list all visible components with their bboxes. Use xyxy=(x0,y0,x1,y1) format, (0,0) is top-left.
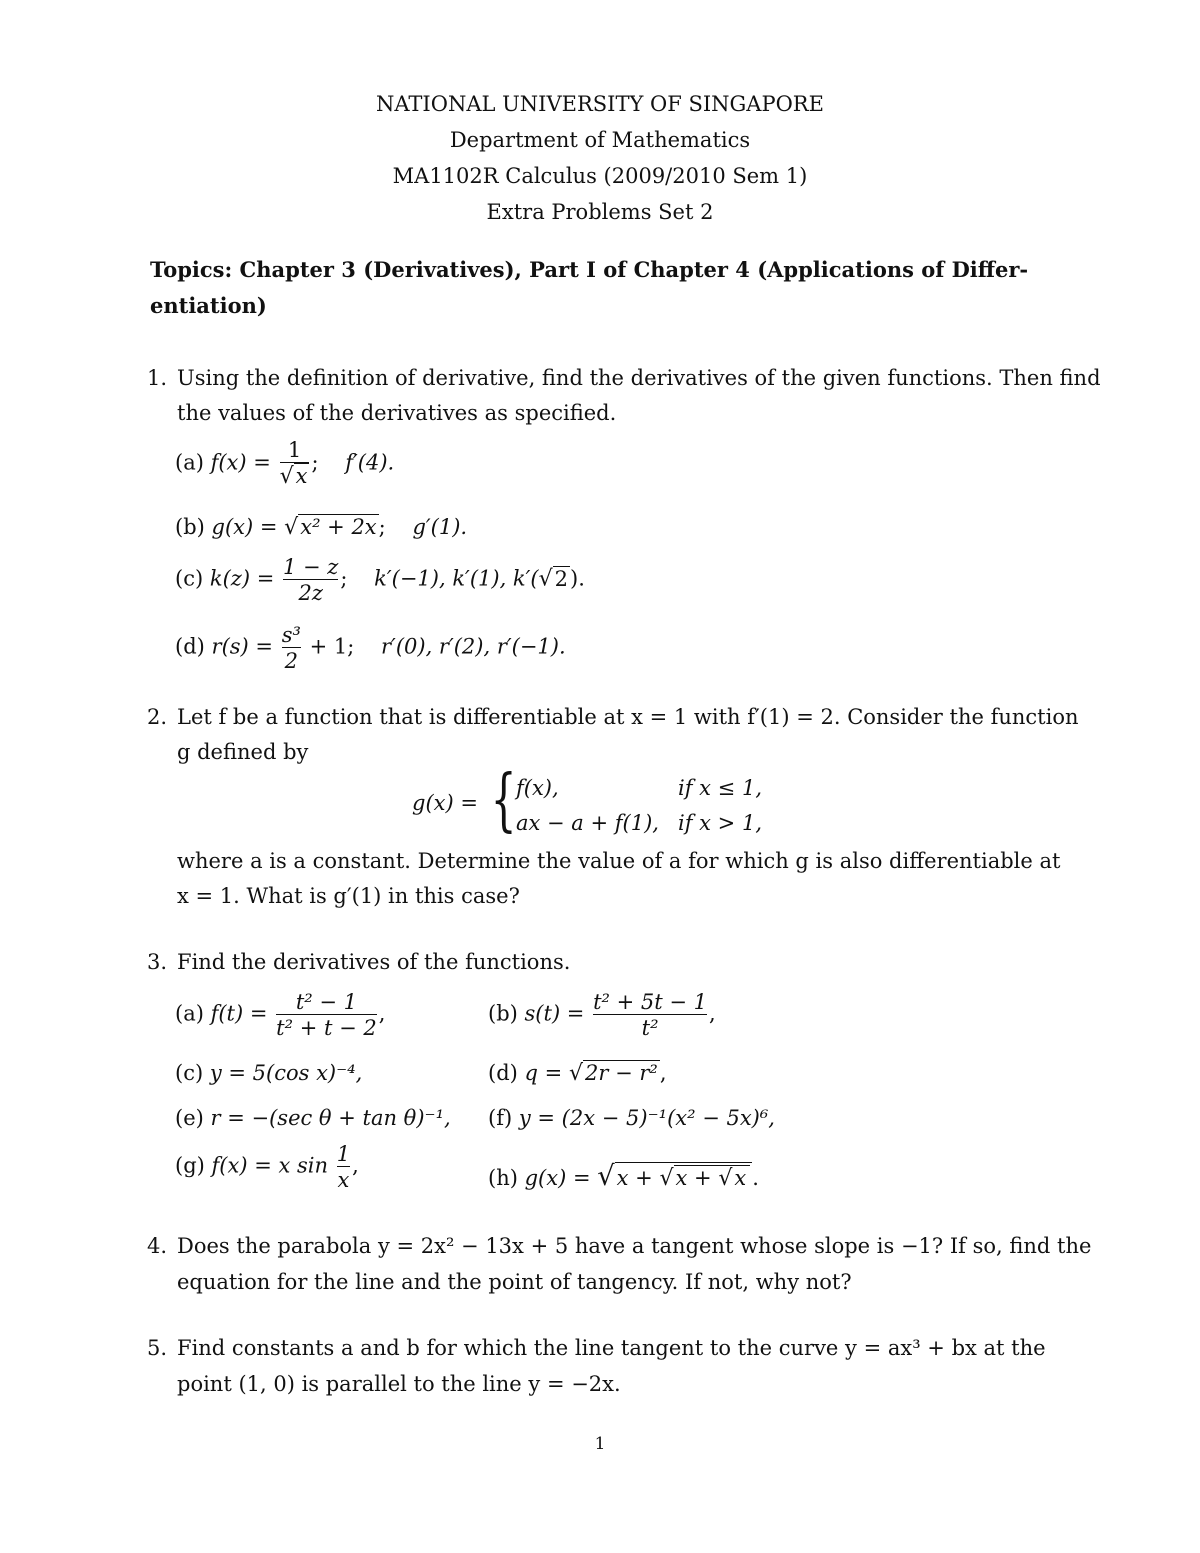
q1c-item: (c) k(z) = $\frac{1 - z}{2z}$ ; k′(−1), k′(1), k′(√2). xyxy=(175,555,585,606)
q3a-item xyxy=(175,990,385,1040)
q1a-lhs: f(x) = xyxy=(210,450,271,475)
q1a-denominator: √x xyxy=(279,464,308,490)
q1a-fraction xyxy=(280,438,310,489)
q1d-numerator: s³ xyxy=(281,623,301,647)
q3d-radicand: 2r − r² xyxy=(585,1061,658,1085)
q1a-label: (a) xyxy=(175,450,204,475)
q1c-lhs: k(z) = xyxy=(209,566,275,591)
q3b-denominator: t² xyxy=(593,1014,707,1040)
q3e-expression: r = −(sec θ + tan θ)⁻¹, xyxy=(210,1106,451,1130)
course-title: MA1102R Calculus (2009/2010 Sem 1) xyxy=(392,164,808,188)
page-number: 1 xyxy=(594,1434,606,1454)
q1c-fraction xyxy=(283,555,338,605)
q3h-label: (h) xyxy=(488,1166,518,1190)
q3b-tail: , xyxy=(709,1001,716,1026)
q1b-item: (b) g(x) = √x² + 2x; g′(1). xyxy=(175,515,468,540)
department-name: Department of Mathematics xyxy=(449,128,751,152)
q1c-denominator: 2z xyxy=(283,579,338,605)
q3g-lhs: f(x) = x sin xyxy=(211,1153,329,1178)
q1-line-1: Using the definition of derivative, find the derivatives of the given functions. Then find xyxy=(177,366,1101,390)
q1c-tail: ; xyxy=(340,566,348,591)
university-title: NATIONAL UNIVERSITY OF SINGAPORE xyxy=(376,92,824,116)
q1a-radicand: x xyxy=(295,464,308,489)
q1d-item xyxy=(175,623,566,673)
q4-number: 4. xyxy=(147,1234,168,1258)
q1a-tail: ; xyxy=(311,450,319,475)
q1d-tail: + 1; xyxy=(309,634,355,659)
q1c-eval-end: ). xyxy=(570,566,585,591)
q3g-denominator: x xyxy=(337,1168,350,1193)
q3h-radicand-middle: x + xyxy=(675,1166,712,1190)
q3h-item: (h) g(x) = √x + √x + √x . xyxy=(488,1161,759,1192)
q3d-label: (d) xyxy=(488,1061,518,1085)
q3-number: 3. xyxy=(147,950,168,974)
q1-number: 1. xyxy=(147,366,168,390)
q3a-tail: , xyxy=(378,1001,386,1026)
q4-line-2: equation for the line and the point of tangency. If not, why not? xyxy=(177,1270,852,1294)
q1d-lhs: r(s) = xyxy=(211,634,274,659)
q1d-fraction xyxy=(282,623,301,673)
q1c-eval-radicand: 2 xyxy=(554,566,569,591)
q1a-eval: f′(4). xyxy=(345,450,395,475)
q3d-tail: , xyxy=(659,1061,667,1085)
q3b-label: (b) xyxy=(488,1001,518,1026)
q3h-tail: . xyxy=(752,1166,759,1190)
q3a-numerator: t² − 1 xyxy=(295,990,358,1014)
q1b-eval: g′(1). xyxy=(412,515,468,539)
q3g-numerator: 1 xyxy=(336,1142,351,1166)
q2-number: 2. xyxy=(147,705,168,729)
q1b-label: (b) xyxy=(175,515,205,539)
q2-brace: { xyxy=(490,761,517,840)
q1a-item xyxy=(175,438,394,489)
q3c-expression: y = 5(cos x)⁻⁴, xyxy=(209,1061,363,1085)
q2-line-3: where a is a constant. Determine the value of a for which g is also differentiable at xyxy=(177,849,1061,873)
q5-line-2: point (1, 0) is parallel to the line y = −2x. xyxy=(177,1372,621,1396)
q1a-numerator: 1 xyxy=(287,438,302,462)
q3b-lhs: s(t) = xyxy=(524,1001,585,1026)
q2-condition-1: if x ≤ 1, xyxy=(678,776,762,800)
q2-line-1: Let f be a function that is differentiable at x = 1 with f′(1) = 2. Consider the function xyxy=(177,705,1079,729)
q2-line-2: g defined by xyxy=(177,740,309,764)
q3g-item xyxy=(175,1142,359,1192)
q3f-label: (f) xyxy=(488,1106,513,1130)
q3d-item: (d) q = √2r − r², xyxy=(488,1061,667,1086)
q3g-label: (g) xyxy=(175,1153,205,1178)
q1d-eval: r′(0), r′(2), r′(−1). xyxy=(381,634,566,659)
q3f-item xyxy=(488,1106,775,1130)
q1b-radicand: x² + 2x xyxy=(300,515,377,539)
q3e-item xyxy=(175,1106,451,1130)
q3g-fraction xyxy=(337,1142,350,1192)
q3a-lhs: f(t) = xyxy=(210,1001,268,1026)
q1d-label: (d) xyxy=(175,634,205,659)
q3a-denominator: t² + t − 2 xyxy=(276,1016,377,1041)
q2-line-4: x = 1. What is g′(1) in this case? xyxy=(177,884,520,908)
q2-case-2: ax − a + f(1), xyxy=(516,811,659,835)
q3g-tail: , xyxy=(352,1153,359,1178)
q3b-numerator: t² + 5t − 1 xyxy=(593,990,708,1014)
q3d-lhs: q = xyxy=(524,1061,563,1085)
q4-line-1: Does the parabola y = 2x² − 13x + 5 have a tangent whose slope is −1? If so, find the xyxy=(177,1234,1092,1258)
topics-line-1: Topics: Chapter 3 (Derivatives), Part I of Chapter 4 (Applications of Differ- xyxy=(150,257,1029,282)
q1d-denominator: 2 xyxy=(282,647,301,673)
q3b-item xyxy=(488,990,716,1040)
q1c-label: (c) xyxy=(175,566,204,591)
q3a-fraction xyxy=(276,990,377,1040)
q3c-label: (c) xyxy=(175,1061,204,1085)
q5-number: 5. xyxy=(147,1336,168,1360)
q5-line-1: Find constants a and b for which the line tangent to the curve y = ax³ + bx at the xyxy=(177,1336,1046,1360)
q1c-numerator: 1 − z xyxy=(282,555,339,579)
topics-line-2: entiation) xyxy=(150,293,267,318)
q1b-lhs: g(x) = xyxy=(211,515,278,539)
q1b-tail: ; xyxy=(378,515,386,539)
q3h-radicand-outer: x + xyxy=(616,1166,653,1190)
q2-piecewise-lhs: g(x) = xyxy=(412,791,478,815)
q3c-item xyxy=(175,1061,362,1085)
q3f-expression: y = (2x − 5)⁻¹(x² − 5x)⁶, xyxy=(518,1106,775,1130)
q3h-lhs: g(x) = xyxy=(524,1166,591,1190)
q3a-label: (a) xyxy=(175,1001,204,1026)
problem-set-title: Extra Problems Set 2 xyxy=(486,200,714,224)
q3-intro: Find the derivatives of the functions. xyxy=(177,950,571,974)
q2-condition-2: if x > 1, xyxy=(678,811,762,835)
q1c-eval: k′(−1), k′(1), k′( xyxy=(374,566,539,591)
q3e-label: (e) xyxy=(175,1106,204,1130)
q3b-fraction xyxy=(593,990,707,1040)
q1-line-2: the values of the derivatives as specified. xyxy=(177,401,617,425)
q3h-radicand-inner: x xyxy=(734,1166,747,1190)
q2-case-1: f(x), xyxy=(516,776,559,800)
